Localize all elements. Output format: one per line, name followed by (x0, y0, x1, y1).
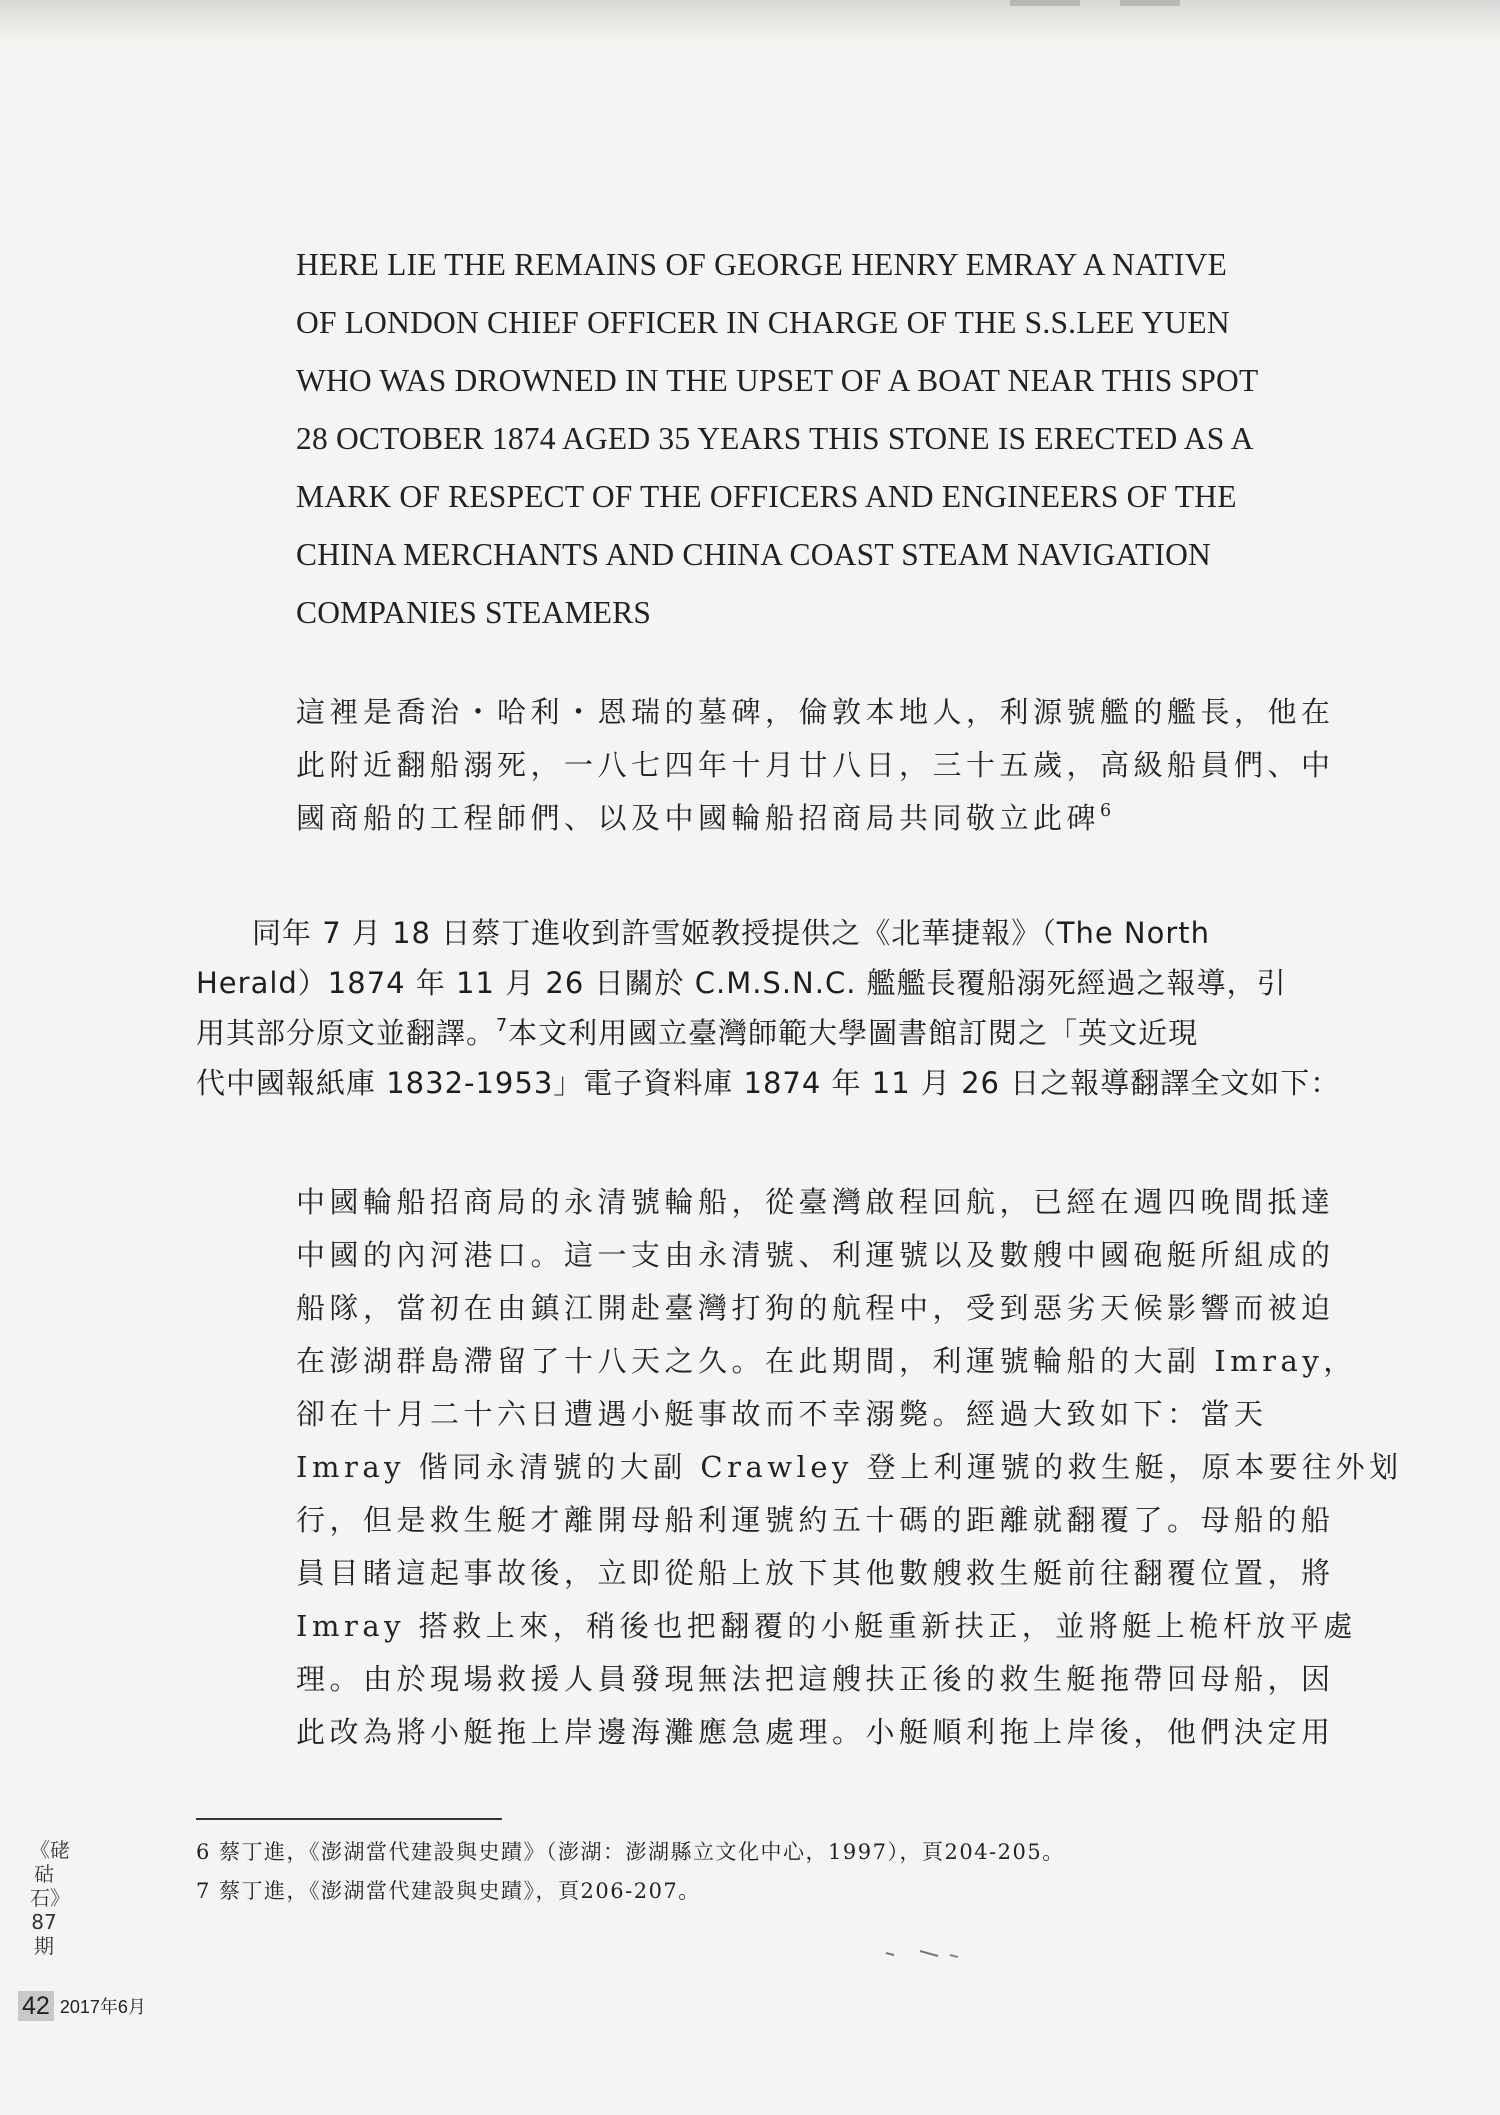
report-line: 員目睹這起事故後，立即從船上放下其他數艘救生艇前往翻覆位置，將 (296, 1556, 1335, 1590)
footnote-divider (196, 1818, 502, 1820)
report-line: 此改為將小艇拖上岸邊海灘應急處理。小艇順利拖上岸後，他們決定用 (296, 1715, 1335, 1749)
inscription-line: MARK OF RESPECT OF THE OFFICERS AND ENGINEERS OF THE (296, 479, 1237, 514)
scan-top-edge (0, 0, 1500, 44)
issue-date: 2017年6月 (59, 1997, 146, 2017)
footnote-ref: 6 (1100, 800, 1116, 821)
report-line: Imray 搭救上來，稍後也把翻覆的小艇重新扶正，並將艇上桅杆放平處 (296, 1609, 1357, 1643)
inscription-line: COMPANIES STEAMERS (296, 595, 652, 630)
footnote: 7 蔡丁進，《澎湖當代建設與史蹟》，頁206-207。 (196, 1879, 701, 1903)
footnote: 6 蔡丁進，《澎湖當代建設與史蹟》（澎湖：澎湖縣立文化中心，1997），頁204-205。 (196, 1840, 1065, 1864)
page-folio (18, 1990, 146, 2022)
report-line: 中國的內河港口。這一支由永清號、利運號以及數艘中國砲艇所組成的 (296, 1238, 1335, 1272)
report-translation (296, 1176, 1403, 1759)
inscription-line: WHO WAS DROWNED IN THE UPSET OF A BOAT NEAR THIS SPOT (296, 363, 1259, 398)
scan-mark (1010, 0, 1080, 6)
footnote-ref: 7 (496, 1015, 509, 1036)
translation-line: 這裡是喬治・哈利・恩瑞的墓碑，倫敦本地人，利源號艦的艦長，他在 (296, 695, 1335, 729)
inscription-line: CHINA MERCHANTS AND CHINA COAST STEAM NAVIGATION (296, 537, 1212, 572)
scan-mark (1120, 0, 1180, 6)
translation-line: 國商船的工程師們、以及中國輪船招商局共同敬立此碑$^6$ (296, 800, 1116, 835)
footnotes (196, 1833, 1316, 1911)
inscription-english (296, 236, 1316, 642)
body-line: Herald）1874 年 11 月 26 日關於 C.M.S.N.C. 艦艦長覆船溺死經過之報導，引 (196, 966, 1287, 1000)
inscription-translation (296, 686, 1335, 845)
report-line: 理。由於現場救援人員發現無法把這艘扶正後的救生艇拖帶回母船，因 (296, 1662, 1335, 1696)
translation-line: 此附近翻船溺死，一八七四年十月廿八日，三十五歲，高級船員們、中 (296, 748, 1335, 782)
body-line: 代中國報紙庫 1832-1953」電子資料庫 1874 年 11 月 26 日之報導翻譯全文如下： (196, 1066, 1341, 1100)
report-line: 卻在十月二十六日遭遇小艇事故而不幸溺斃。經過大致如下：當天 (296, 1397, 1268, 1431)
inscription-line: OF LONDON CHIEF OFFICER IN CHARGE OF THE S.S.LEE YUEN (296, 305, 1230, 340)
report-line: Imray 偕同永清號的大副 Crawley 登上利運號的救生艇，原本要往外划 (296, 1450, 1403, 1484)
journal-title-vertical: 《硓𥑮石》87期 (30, 1838, 70, 1958)
body-paragraph (196, 908, 1341, 1108)
inscription-line: 28 OCTOBER 1874 AGED 35 YEARS THIS STONE IS ERECTED AS A (296, 421, 1254, 456)
page-number: 42 (18, 1991, 54, 2021)
body-line: 同年 7 月 18 日蔡丁進收到許雪姬教授提供之《北華捷報》（The North (252, 916, 1210, 950)
scan-specks (880, 1945, 970, 1965)
inscription-line: HERE LIE THE REMAINS OF GEORGE HENRY EMRAY A NATIVE (296, 247, 1228, 282)
report-line: 行，但是救生艇才離開母船利運號約五十碼的距離就翻覆了。母船的船 (296, 1503, 1335, 1537)
body-line: 用其部分原文並翻譯。$^7$本文利用國立臺灣師範大學圖書館訂閱之「英文近現 (196, 1015, 1199, 1050)
report-line: 船隊，當初在由鎮江開赴臺灣打狗的航程中，受到惡劣天候影響而被迫 (296, 1291, 1335, 1325)
report-line: 在澎湖群島滯留了十八天之久。在此期間，利運號輪船的大副 Imray， (296, 1344, 1357, 1378)
report-line: 中國輪船招商局的永清號輪船，從臺灣啟程回航，已經在週四晚間抵達 (296, 1185, 1335, 1219)
